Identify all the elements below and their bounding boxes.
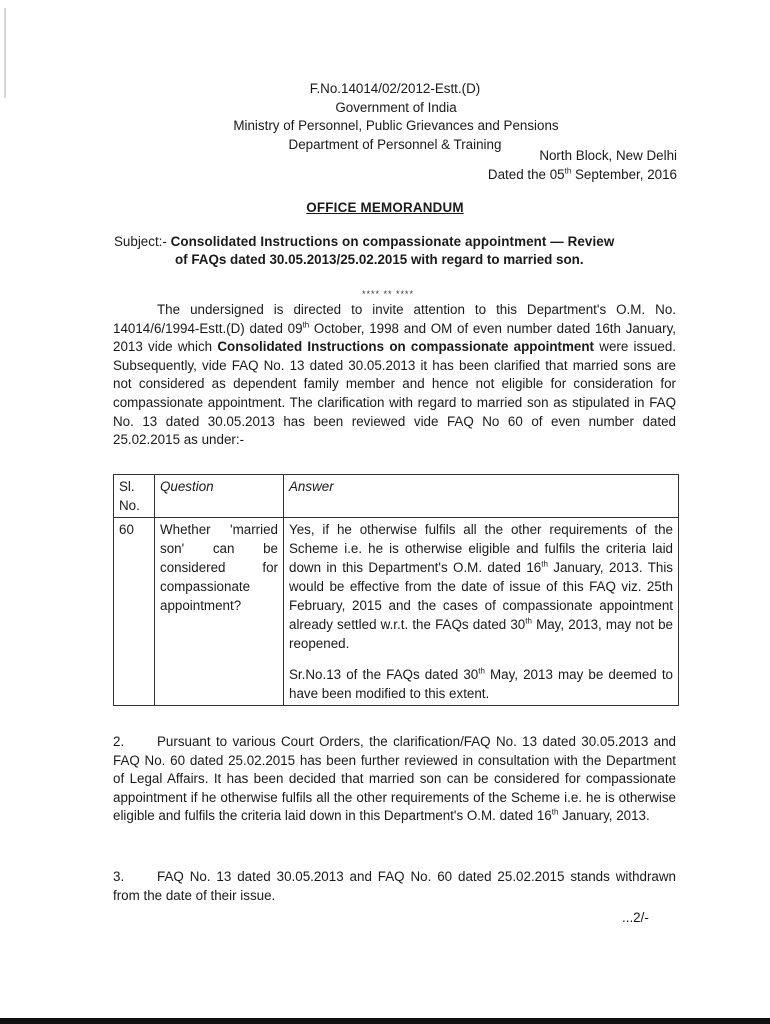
document-title: OFFICE MEMORANDUM: [306, 200, 464, 215]
row-sl: 60: [114, 518, 155, 706]
answer-para-1: [289, 520, 673, 653]
paragraph-1: [113, 301, 676, 450]
answer-1-sup2: th: [525, 616, 532, 626]
letterhead: [0, 80, 770, 154]
date-prefix: Dated the 05: [487, 166, 565, 182]
answer-1a: Yes, if he otherwise fulfils all the other requirements of the Scheme i.e. he is otherwise eligible and fulfils the criteria laid down in this Department's O.M. dated 16: [289, 522, 673, 575]
p1-text-2: October, 1998 and OM of even number dated 16th January, 2013 vide which: [113, 320, 677, 355]
page-continuation-marker: ...2/-: [622, 910, 649, 925]
subject-line-1: [114, 233, 680, 251]
place-line: North Block, New Delhi: [539, 148, 677, 163]
date-suffix: September, 2016: [571, 166, 677, 182]
file-number: F.No.14014/02/2012-Estt.(D): [309, 81, 481, 96]
scan-bottom-edge: [0, 1018, 770, 1024]
header-answer: Answer: [284, 475, 679, 518]
p1-sup: th: [302, 320, 310, 330]
header-question: Question: [155, 475, 284, 518]
department-line: Department of Personnel & Training: [288, 136, 502, 152]
answer-1c: May, 2013, may not be reopened.: [289, 617, 673, 651]
p3-text: FAQ No. 13 dated 30.05.2013 and FAQ No. 60 dated 25.02.2015 stands withdrawn from the date of their issue.: [113, 869, 676, 903]
faq-table: [113, 474, 679, 706]
p2-text-2: January, 2013.: [558, 808, 650, 824]
subject-text-1: Consolidated Instructions on compassionate appointment — Review: [170, 234, 615, 249]
scan-edge-mark: [4, 8, 6, 98]
p1-text-1: The undersigned is directed to invite attention to this Department's O.M. No. 14014/6/1994-Estt.(D) dated 09: [113, 302, 676, 336]
subject-text-2: of FAQs dated 30.05.2013/25.02.2015 with regard to married son.: [175, 252, 584, 267]
place-date-block: [488, 147, 677, 184]
answer-para-2: [289, 665, 673, 703]
p1-bold: Consolidated Instructions on compassionate appointment: [217, 339, 595, 355]
paragraph-2: [113, 733, 676, 826]
date-line: [488, 166, 677, 185]
header-sl: Sl. No.: [114, 475, 155, 518]
government-line: Government of India: [335, 99, 457, 115]
answer-1b: January, 2013. This would be effective from the date of issue of this FAQ viz. 25th February, 2015 and the cases of compassionate appointment already settled w.r.t. the FAQs dated 30: [289, 560, 673, 632]
separator: **** ** ****: [362, 289, 415, 299]
p1-indent: [113, 302, 157, 317]
ministry-line: Ministry of Personnel, Public Grievances and Pensions: [233, 118, 559, 133]
p1-text-3: were issued. Subsequently, vide FAQ No. 13 dated 30.05.2013 it has been clarified that married sons are not considered as dependent family member and hence not eligible for consideration for compassionate appointment. The clarification with regard to married son as stipulated in FAQ No. 13 dated 30.05.2013 has been reviewed vide FAQ No 60 of even number dated 25.02.2015 as under:-: [113, 339, 676, 448]
answer-1-sup1: th: [541, 559, 548, 569]
p2-sup: th: [551, 807, 559, 817]
answer-2a: Sr.No.13 of the FAQs dated 30: [289, 667, 479, 682]
row-question: Whether 'married son' can be considered for compassionate appointment?: [155, 518, 284, 706]
answer-2b: May, 2013 may be deemed to have been modified to this extent.: [289, 667, 674, 701]
row-answer: [284, 518, 679, 706]
p3-number: 3.: [113, 869, 125, 884]
paragraph-3: [113, 868, 676, 905]
answer-2-sup: th: [478, 666, 485, 676]
p2-text-1: Pursuant to various Court Orders, the clarification/FAQ No. 13 dated 30.05.2013 and FAQ No. 60 dated 25.02.2015 has been further reviewed in consultation with the Department of Legal Affairs. It has been decided that married son can be considered for compassionate appointment if he otherwise fulfils all the other requirements of the Scheme i.e. he is otherwise eligible and fulfils the criteria laid down in this Department's O.M. dated 16: [113, 734, 676, 824]
subject-label: Subject:-: [114, 234, 167, 249]
table-row: [114, 518, 679, 706]
date-sup: th: [564, 166, 572, 176]
subject-block: [114, 233, 680, 269]
p2-number: 2.: [113, 734, 125, 749]
table-header-row: [114, 475, 679, 518]
